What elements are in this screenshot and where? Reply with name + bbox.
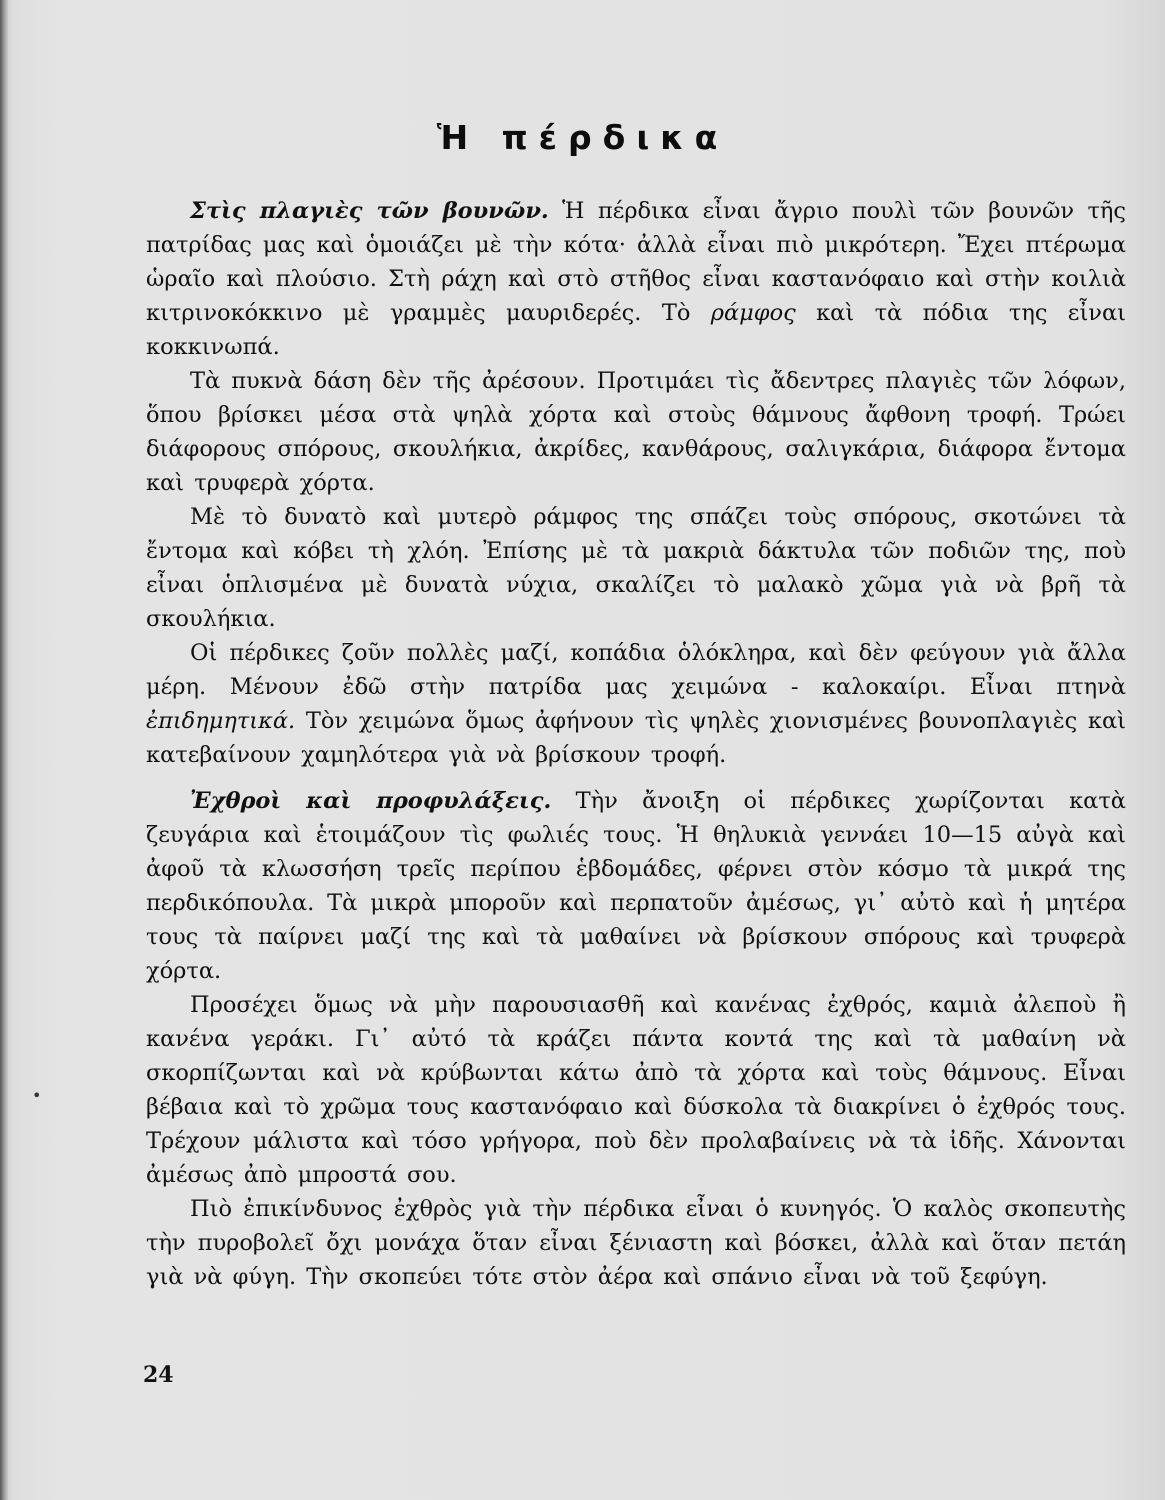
paragraph-3: Μὲ τὸ δυνατὸ καὶ μυτερὸ ράμφος της σπάζει τοὺς σπόρους, σκοτώνει τὰ ἔντομα καὶ κόβει τὴ χλόη. Ἐπίσης μὲ τὰ μακριὰ δάκτυλα τῶν ποδιῶν της, ποὺ εἶναι ὁπλισμένα μὲ δυνατὰ νύχια, σκαλίζει τὸ μαλακὸ χῶμα γιὰ νὰ βρῆ τὰ σκουλήκια. bbox=[146, 504, 1126, 632]
paragraph-2: Τὰ πυκνὰ δάση δὲν τῆς ἀρέσουν. Προτιμάει τὶς ἄδεντρες πλαγιὲς τῶν λόφων, ὅπου βρίσκει μέσα στὰ ψηλὰ χόρτα καὶ στοὺς θάμνους ἄφθονη τροφή. Τρώει διάφορους σπόρους, σκουλήκια, ἀκρίδες, κανθάρους, σαλιγκάρια, διάφορα ἔντομα καὶ τρυφερὰ χόρτα. bbox=[146, 368, 1126, 496]
paragraph-1-text-end: καὶ τὰ πόδια της εἶναι κοκκινωπά. bbox=[146, 300, 1126, 360]
paragraph-4-text: Οἱ πέρδικες ζοῦν πολλὲς μαζί, κοπάδια ὁλόκληρα, καὶ δὲν φεύγουν γιὰ ἄλλα μέρη. Μένουν ἐδῶ στὴν πατρίδα μας χειμώνα - καλοκαίρι. Εἶναι πτηνὰ bbox=[146, 640, 1126, 700]
paragraph-7: Πιὸ ἐπικίνδυνος ἐχθρὸς γιὰ τὴν πέρδικα εἶναι ὁ κυνηγός. Ὁ καλὸς σκοπευτὴς τὴν πυροβολεῖ ὄχι μονάχα ὅταν εἶναι ξένιαστη καὶ βόσκει, ἀλλὰ καὶ ὅταν πετάη γιὰ νὰ φύγη. Τὴν σκοπεύει τότε στὸν ἀέρα καὶ σπάνιο εἶναι νὰ τοῦ ξεφύγη. bbox=[146, 1196, 1126, 1290]
print-speck: • bbox=[32, 1086, 42, 1105]
section-heading-2: Ἐχθροὶ καὶ προφυλάξεις. bbox=[190, 788, 552, 814]
paragraph-4 bbox=[146, 636, 1126, 772]
paragraph-5-text: Τὴν ἄνοιξη οἱ πέρδικες χωρίζονται κατὰ ζευγάρια καὶ ἑτοιμάζουν τὶς φωλιές τους. Ἡ θηλυκιὰ γεννάει 10—15 αὐγὰ καὶ ἀφοῦ τὰ κλωσσήση τρεῖς περίπου ἑβδομάδες, φέρνει στὸν κόσμο τὰ μικρά της περδικόπουλα. Τὰ μικρὰ μποροῦν καὶ περπατοῦν ἀμέσως, γι᾽ αὐτὸ καὶ ἡ μητέρα τους τὰ παίρνει μαζί της καὶ τὰ μαθαίνει νὰ βρίσκουν σπόρους καὶ τρυφερὰ χόρτα. bbox=[146, 788, 1127, 984]
paragraph-4-text-end: Τὸν χειμώνα ὅμως ἀφήνουν τὶς ψηλὲς χιονισμένες βουνοπλαγιὲς καὶ κατεβαίνουν χαμηλότερα γιὰ νὰ βρίσκουν τροφή. bbox=[146, 708, 1126, 768]
page-title: Ἡ πέρδικα bbox=[436, 118, 729, 157]
paragraph-5 bbox=[146, 784, 1126, 988]
page-number: 24 bbox=[143, 1362, 174, 1388]
paragraph-1 bbox=[146, 194, 1126, 364]
body-text bbox=[146, 194, 1126, 1294]
italic-term-epidimitika: ἐπιδημητικά. bbox=[146, 708, 296, 734]
italic-term-ramfos: ράμφος bbox=[710, 300, 796, 326]
page-spine-shadow bbox=[0, 0, 8, 1500]
paragraph-1-text: Ἡ πέρδικα εἶναι ἄγριο πουλὶ τῶν βουνῶν τῆς πατρίδας μας καὶ ὁμοιάζει μὲ τὴν κότα· ἀλλὰ εἶναι πιὸ μικρότερη. Ἔχει πτέρωμα ὡραῖο καὶ πλούσιο. Στὴ ράχη καὶ στὸ στῆθος εἶναι καστανόφαιο καὶ στὴν κοιλιὰ κιτρινοκόκκινο μὲ γραμμὲς μαυριδερές. Τὸ bbox=[146, 198, 1126, 326]
paragraph-6: Προσέχει ὅμως νὰ μὴν παρουσιασθῆ καὶ κανένας ἐχθρός, καμιὰ ἀλεποὺ ἢ κανένα γεράκι. Γι᾽ αὐτό τὰ κράζει πάντα κοντά της καὶ τὰ μαθαίνη νὰ σκορπίζωνται καὶ νὰ κρύβωνται κάτω ἀπὸ τὰ χόρτα καὶ τοὺς θάμνους. Εἶναι βέβαια καὶ τὸ χρῶμα τους καστανόφαιο καὶ δύσκολα τὰ διακρίνει ὁ ἐχθρός τους. Τρέχουν μάλιστα καὶ τόσο γρήγορα, ποὺ δὲν προλαβαίνεις νὰ τὰ ἰδῆς. Χάνονται ἀμέσως ἀπὸ μπροστά σου. bbox=[146, 992, 1126, 1188]
section-heading-1: Στὶς πλαγιὲς τῶν βουνῶν. bbox=[190, 198, 549, 224]
